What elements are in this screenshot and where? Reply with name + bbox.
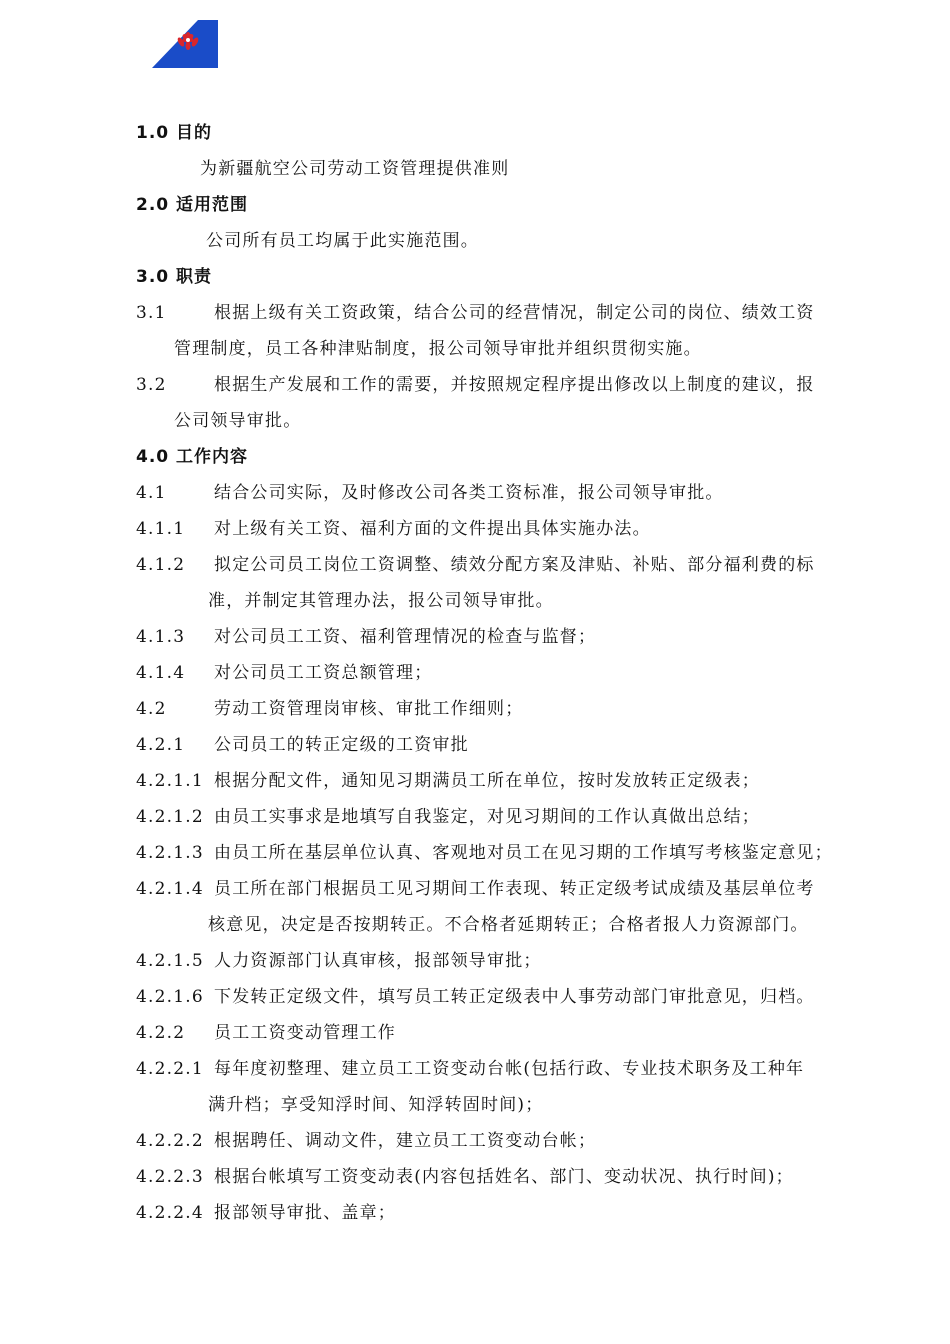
line-text: 结合公司实际，及时修改公司各类工资标准，报公司领导审批。 — [214, 483, 724, 503]
line-number: 4.2.1.2 — [136, 807, 204, 827]
line-text: 目的 — [176, 123, 212, 143]
line-number: 1.0 — [136, 123, 170, 143]
line-number: 4.2.2.4 — [136, 1203, 204, 1223]
line-number: 4.2.2 — [136, 1023, 186, 1043]
line-number: 4.1.4 — [136, 663, 186, 683]
line-number: 4.0 — [136, 447, 170, 467]
line-number: 4.1.1 — [136, 519, 186, 539]
line-text: 由员工所在基层单位认真、客观地对员工在见习期的工作填写考核鉴定意见； — [214, 843, 833, 863]
line-text: 核意见，决定是否按期转正。不合格者延期转正；合格者报人力资源部门。 — [208, 915, 809, 935]
line-text: 人力资源部门认真审核，报部领导审批； — [214, 951, 542, 971]
airline-logo-icon — [148, 18, 218, 70]
line-number: 4.2.1 — [136, 735, 186, 755]
line-number: 4.2.1.1 — [136, 771, 204, 791]
airline-logo — [148, 18, 218, 70]
line-text: 职责 — [176, 267, 212, 287]
line-text: 拟定公司员工岗位工资调整、绩效分配方案及津贴、补贴、部分福利费的标 — [214, 555, 815, 575]
line-text: 工作内容 — [176, 447, 248, 467]
line-text: 满升档；享受知浮时间、知浮转固时间)； — [208, 1095, 544, 1115]
line-number: 4.2.2.3 — [136, 1167, 204, 1187]
line-text: 管理制度，员工各种津贴制度，报公司领导审批并组织贯彻实施。 — [174, 339, 702, 359]
line-number: 4.2.1.4 — [136, 879, 204, 899]
line-number: 4.1.2 — [136, 555, 186, 575]
line-text: 公司所有员工均属于此实施范围。 — [206, 231, 479, 251]
line-text: 下发转正定级文件，填写员工转正定级表中人事劳动部门审批意见，归档。 — [214, 987, 815, 1007]
line-number: 3.0 — [136, 267, 170, 287]
line-text: 根据生产发展和工作的需要，并按照规定程序提出修改以上制度的建议，报 — [214, 375, 815, 395]
line-number: 3.2 — [136, 375, 167, 395]
line-number: 4.1 — [136, 483, 167, 503]
line-text: 报部领导审批、盖章； — [214, 1203, 396, 1223]
line-text: 根据台帐填写工资变动表(内容包括姓名、部门、变动状况、执行时间)； — [214, 1167, 794, 1187]
line-text: 每年度初整理、建立员工工资变动台帐(包括行政、专业技术职务及工种年 — [214, 1059, 805, 1079]
line-number: 2.0 — [136, 195, 170, 215]
line-text: 员工工资变动管理工作 — [214, 1023, 396, 1043]
line-text: 根据分配文件，通知见习期满员工所在单位，按时发放转正定级表； — [214, 771, 760, 791]
line-text: 劳动工资管理岗审核、审批工作细则； — [214, 699, 524, 719]
line-text: 公司员工的转正定级的工资审批 — [214, 735, 469, 755]
line-text: 为新疆航空公司劳动工资管理提供准则 — [200, 159, 510, 179]
line-number: 4.2.1.6 — [136, 987, 204, 1007]
line-text: 根据聘任、调动文件，建立员工工资变动台帐； — [214, 1131, 597, 1151]
line-text: 对上级有关工资、福利方面的文件提出具体实施办法。 — [214, 519, 651, 539]
line-text: 对公司员工工资、福利管理情况的检查与监督； — [214, 627, 597, 647]
line-text: 适用范围 — [176, 195, 248, 215]
line-number: 4.2 — [136, 699, 167, 719]
line-text: 员工所在部门根据员工见习期间工作表现、转正定级考试成绩及基层单位考 — [214, 879, 815, 899]
line-number: 4.2.2.1 — [136, 1059, 204, 1079]
line-number: 4.2.1.5 — [136, 951, 204, 971]
line-text: 公司领导审批。 — [174, 411, 302, 431]
line-number: 3.1 — [136, 303, 167, 323]
line-text: 根据上级有关工资政策，结合公司的经营情况，制定公司的岗位、绩效工资 — [214, 303, 815, 323]
line-number: 4.1.3 — [136, 627, 186, 647]
line-text: 由员工实事求是地填写自我鉴定，对见习期间的工作认真做出总结； — [214, 807, 760, 827]
line-text: 准，并制定其管理办法，报公司领导审批。 — [208, 591, 554, 611]
line-number: 4.2.1.3 — [136, 843, 204, 863]
line-number: 4.2.2.2 — [136, 1131, 204, 1151]
line-text: 对公司员工工资总额管理； — [214, 663, 433, 683]
